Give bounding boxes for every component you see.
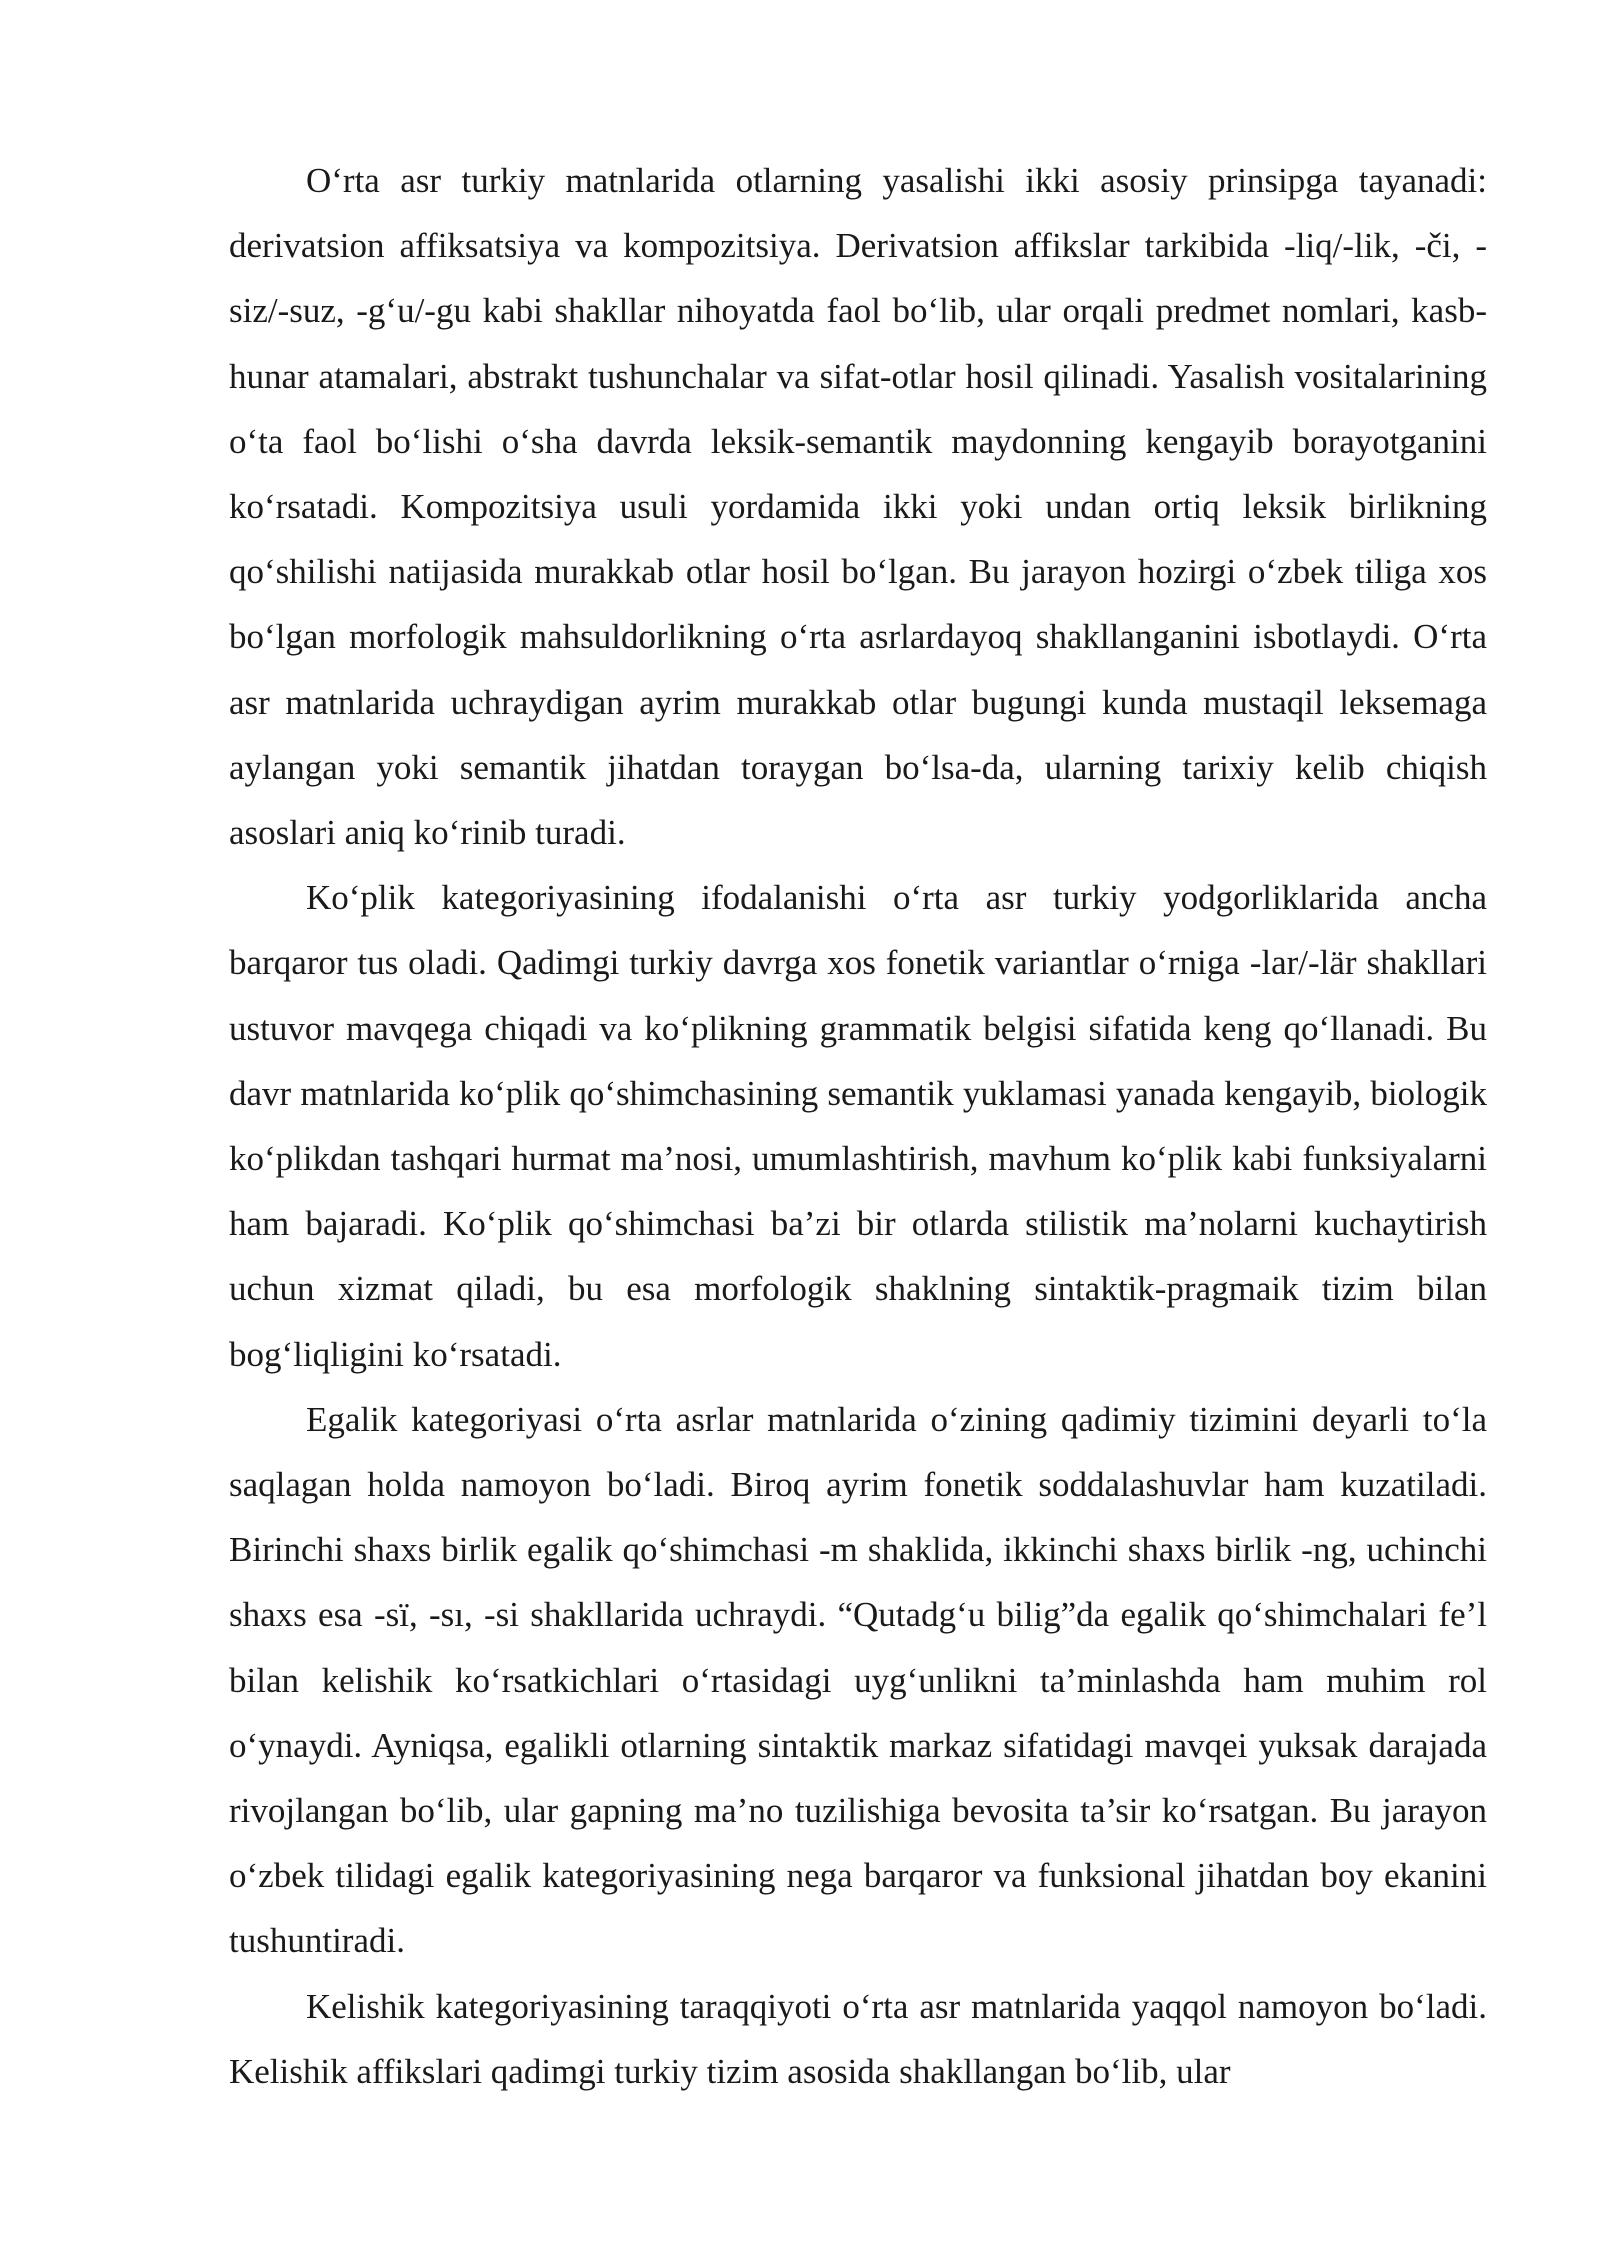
paragraph-plural-category: Ko‘plik kategoriyasining ifodalanishi o‘rta asr turkiy yodgorliklarida ancha barqaror tus oladi. Qadimgi turkiy davrga xos fonetik variantlar o‘rniga -lar/-lär shakllari ustuvor mavqega chiqadi va ko‘plikning grammatik belgisi sifatida keng qo‘llanadi. Bu davr matnlarida ko‘plik qo‘shimchasining semantik yuklamasi yanada kengayib, biologik ko‘plikdan tashqari hurmat ma’nosi, umumlashtirish, mavhum ko‘plik kabi funksiyalarni ham bajaradi. Ko‘plik qo‘shimchasi ba’zi bir otlarda stilistik ma’nolarni kuchaytirish uchun xizmat qiladi, bu esa morfologik shaklning sintaktik-pragmaik tizim bilan bog‘liqligini ko‘rsatadi. — [229, 878, 1487, 1374]
paragraph-possessive-category: Egalik kategoriyasi o‘rta asrlar matnlarida o‘zining qadimiy tizimini deyarli to‘la saqlagan holda namoyon bo‘ladi. Biroq ayrim fonetik soddalashuvlar ham kuzatiladi. Birinchi shaxs birlik egalik qo‘shimchasi -m shaklida, ikkinchi shaxs birlik -ng, uchinchi shaxs esa -sï, -sı, -si shakllarida uchraydi. “Qutadg‘u bilig”da egalik qo‘shimchalari fe’l bilan kelishik ko‘rsatkichlari o‘rtasidagi uyg‘unlikni ta’minlashda ham muhim rol o‘ynaydi. Ayniqsa, egalikli otlarning sintaktik markaz sifatidagi mavqei yuksak darajada rivojlangan bo‘lib, ular gapning ma’no tuzilishiga bevosita ta’sir ko‘rsatgan. Bu jarayon o‘zbek tilidagi egalik kategoriyasining nega barqaror va funksional jihatdan boy ekanini tushuntiradi. — [229, 1399, 1487, 1961]
body-text — [229, 148, 1487, 2104]
paragraph-case-category: Kelishik kategoriyasining taraqqiyoti o‘rta asr matnlarida yaqqol namoyon bo‘ladi. Kelishik affikslari qadimgi turkiy tizim asosida shakllangan bo‘lib, ular — [229, 1986, 1487, 2091]
paragraph-word-formation: O‘rta asr turkiy matnlarida otlarning yasalishi ikki asosiy prinsipga tayanadi: derivatsion affiksatsiya va kompozitsiya. Derivatsion affikslar tarkibida -liq/-lik, -či, -siz/-suz, -g‘u/-gu kabi shakllar nihoyatda faol bo‘lib, ular orqali predmet nomlari, kasb-hunar atamalari, abstrakt tushunchalar va sifat-otlar hosil qilinadi. Yasalish vositalarining o‘ta faol bo‘lishi o‘sha davrda leksik-semantik maydonning kengayib borayotganini ko‘rsatadi. Kompozitsiya usuli yordamida ikki yoki undan ortiq leksik birlikning qo‘shilishi natijasida murakkab otlar hosil bo‘lgan. Bu jarayon hozirgi o‘zbek tiliga xos bo‘lgan morfologik mahsuldorlikning o‘rta asrlardayoq shakllanganini isbotlaydi. O‘rta asr matnlarida uchraydigan ayrim murakkab otlar bugungi kunda mustaqil leksemaga aylangan yoki semantik jihatdan toraygan bo‘lsa-da, ularning tarixiy kelib chiqish asoslari aniq ko‘rinib turadi. — [229, 161, 1487, 853]
